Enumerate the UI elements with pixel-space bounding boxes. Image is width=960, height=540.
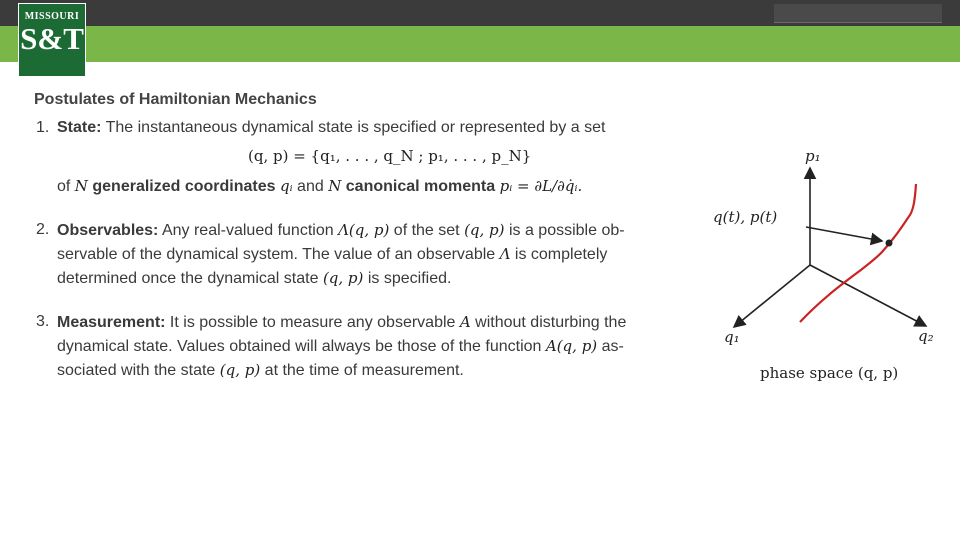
- math-N: N: [328, 177, 342, 195]
- postulate-3-heading: Measurement:: [57, 314, 166, 331]
- trajectory-curve: [800, 184, 916, 322]
- top-bar: [0, 0, 960, 26]
- text: at the time of measurement.: [260, 362, 464, 379]
- generalized-coordinates-term: generalized coordinates: [87, 178, 280, 195]
- text: determined once the dynamical state: [57, 270, 323, 287]
- state-equation: (q, p) = {q₁, . . . , q_N ; p₁, . . . , p_N}: [248, 147, 532, 165]
- q1-axis: [734, 265, 810, 327]
- p1-axis-label: p₁: [805, 147, 821, 165]
- postulate-3-line-3: [57, 361, 464, 380]
- q1-axis-label: q₁: [724, 328, 740, 346]
- math-N: N: [74, 177, 88, 195]
- text: is completely: [510, 246, 608, 263]
- text: of the set: [389, 222, 465, 239]
- math: A: [459, 313, 471, 331]
- text-and: and: [292, 178, 329, 195]
- q2-axis-label: q₂: [918, 327, 934, 345]
- postulate-2-number: 2.: [36, 221, 50, 238]
- missouri-st-logo: [18, 3, 86, 77]
- canonical-momenta-term: canonical momenta: [341, 178, 500, 195]
- postulate-1-line-2: [57, 177, 582, 196]
- postulate-1-heading: State:: [57, 119, 102, 136]
- postulate-3-line-2: [57, 337, 624, 356]
- postulate-3-line-1: [57, 313, 626, 332]
- math-pi-definition: pᵢ = ∂L/∂q̇ᵢ.: [499, 177, 583, 195]
- text: servable of the dynamical system. The value of an observable: [57, 246, 500, 263]
- text: Any real-valued function: [158, 222, 339, 239]
- postulate-3-number: 3.: [36, 313, 50, 330]
- text: sociated with the state: [57, 362, 220, 379]
- postulate-2-line-1: [57, 221, 625, 240]
- math: Λ(q, p): [338, 221, 390, 239]
- text: is specified.: [363, 270, 452, 287]
- text: dynamical state. Values obtained will always be those of the function: [57, 338, 546, 355]
- postulate-1-text: The instantaneous dynamical state is specified or represented by a set: [101, 119, 606, 136]
- state-point: [886, 240, 893, 247]
- header-band: [0, 26, 960, 62]
- logo-main-text: S&T: [20, 21, 84, 56]
- postulate-2-line-3: [57, 269, 451, 288]
- top-bar-tab: [774, 4, 942, 23]
- phase-space-caption: phase space (q, p): [760, 364, 899, 382]
- text: without disturbing the: [470, 314, 627, 331]
- math: A(q, p): [545, 337, 598, 355]
- slide-title: Postulates of Hamiltonian Mechanics: [34, 91, 317, 108]
- text: as-: [597, 338, 624, 355]
- math: Λ: [499, 245, 511, 263]
- math: (q, p): [322, 269, 364, 287]
- math: (q, p): [464, 221, 505, 239]
- postulate-2-line-2: [57, 245, 607, 264]
- postulate-2-heading: Observables:: [57, 222, 159, 239]
- trajectory-label: q(t), p(t): [713, 208, 778, 226]
- math: (q, p): [219, 361, 261, 379]
- logo-top-text: MISSOURI: [24, 11, 80, 22]
- text: is a possible ob-: [504, 222, 625, 239]
- text-of: of: [57, 178, 75, 195]
- postulate-1-line-1: [57, 119, 605, 137]
- text: It is possible to measure any observable: [165, 314, 460, 331]
- state-pointer-arrow: [806, 227, 882, 241]
- math-qi: qᵢ: [279, 177, 293, 195]
- postulate-1-number: 1.: [36, 119, 50, 136]
